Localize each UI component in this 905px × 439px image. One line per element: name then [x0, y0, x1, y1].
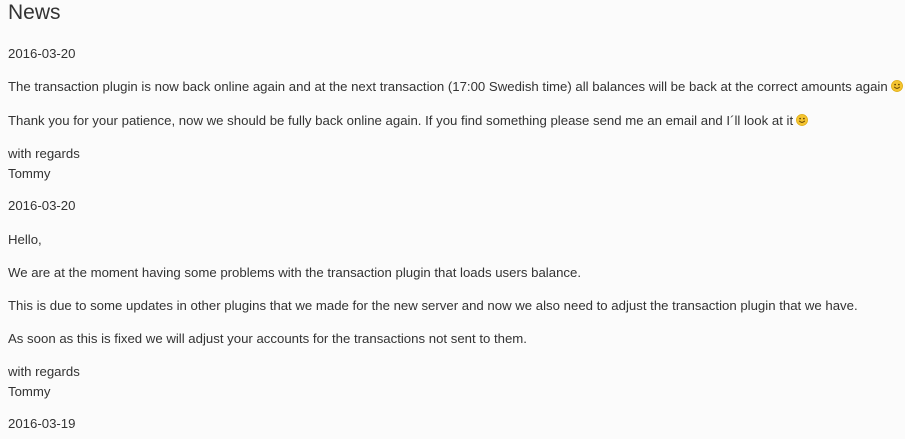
post-date: 2016-03-20: [8, 198, 76, 213]
post-date: 2016-03-19: [8, 416, 76, 431]
post-signature: [8, 144, 80, 184]
post-signoff: with regards: [8, 364, 80, 379]
post-paragraph-text: The transaction plugin is now back online again and at the next transaction (17:00 Swedish time) all balances will be back at the correct amounts again: [8, 79, 888, 94]
smiley-emoji-icon: [891, 80, 903, 92]
post-paragraph: We are at the moment having some problems with the transaction plugin that loads users balance.: [8, 265, 581, 280]
page-title: News: [8, 1, 61, 24]
post-signature: [8, 362, 80, 402]
post-paragraph: This is due to some updates in other plugins that we made for the new server and now we also need to adjust the transaction plugin that we have.: [8, 298, 858, 313]
post-paragraph: [8, 77, 903, 97]
post-date: 2016-03-20: [8, 46, 76, 61]
post-greeting: Hello,: [8, 232, 42, 247]
smiley-emoji-icon: [796, 114, 808, 126]
post-signoff: with regards: [8, 146, 80, 161]
post-paragraph-text: Thank you for your patience, now we should be fully back online again. If you find something please send me an email and I´ll look at it: [8, 113, 794, 128]
post-author: Tommy: [8, 384, 51, 399]
post-author: Tommy: [8, 166, 51, 181]
post-paragraph: [8, 111, 808, 131]
post-paragraph: As soon as this is fixed we will adjust your accounts for the transactions not sent to them.: [8, 331, 527, 346]
